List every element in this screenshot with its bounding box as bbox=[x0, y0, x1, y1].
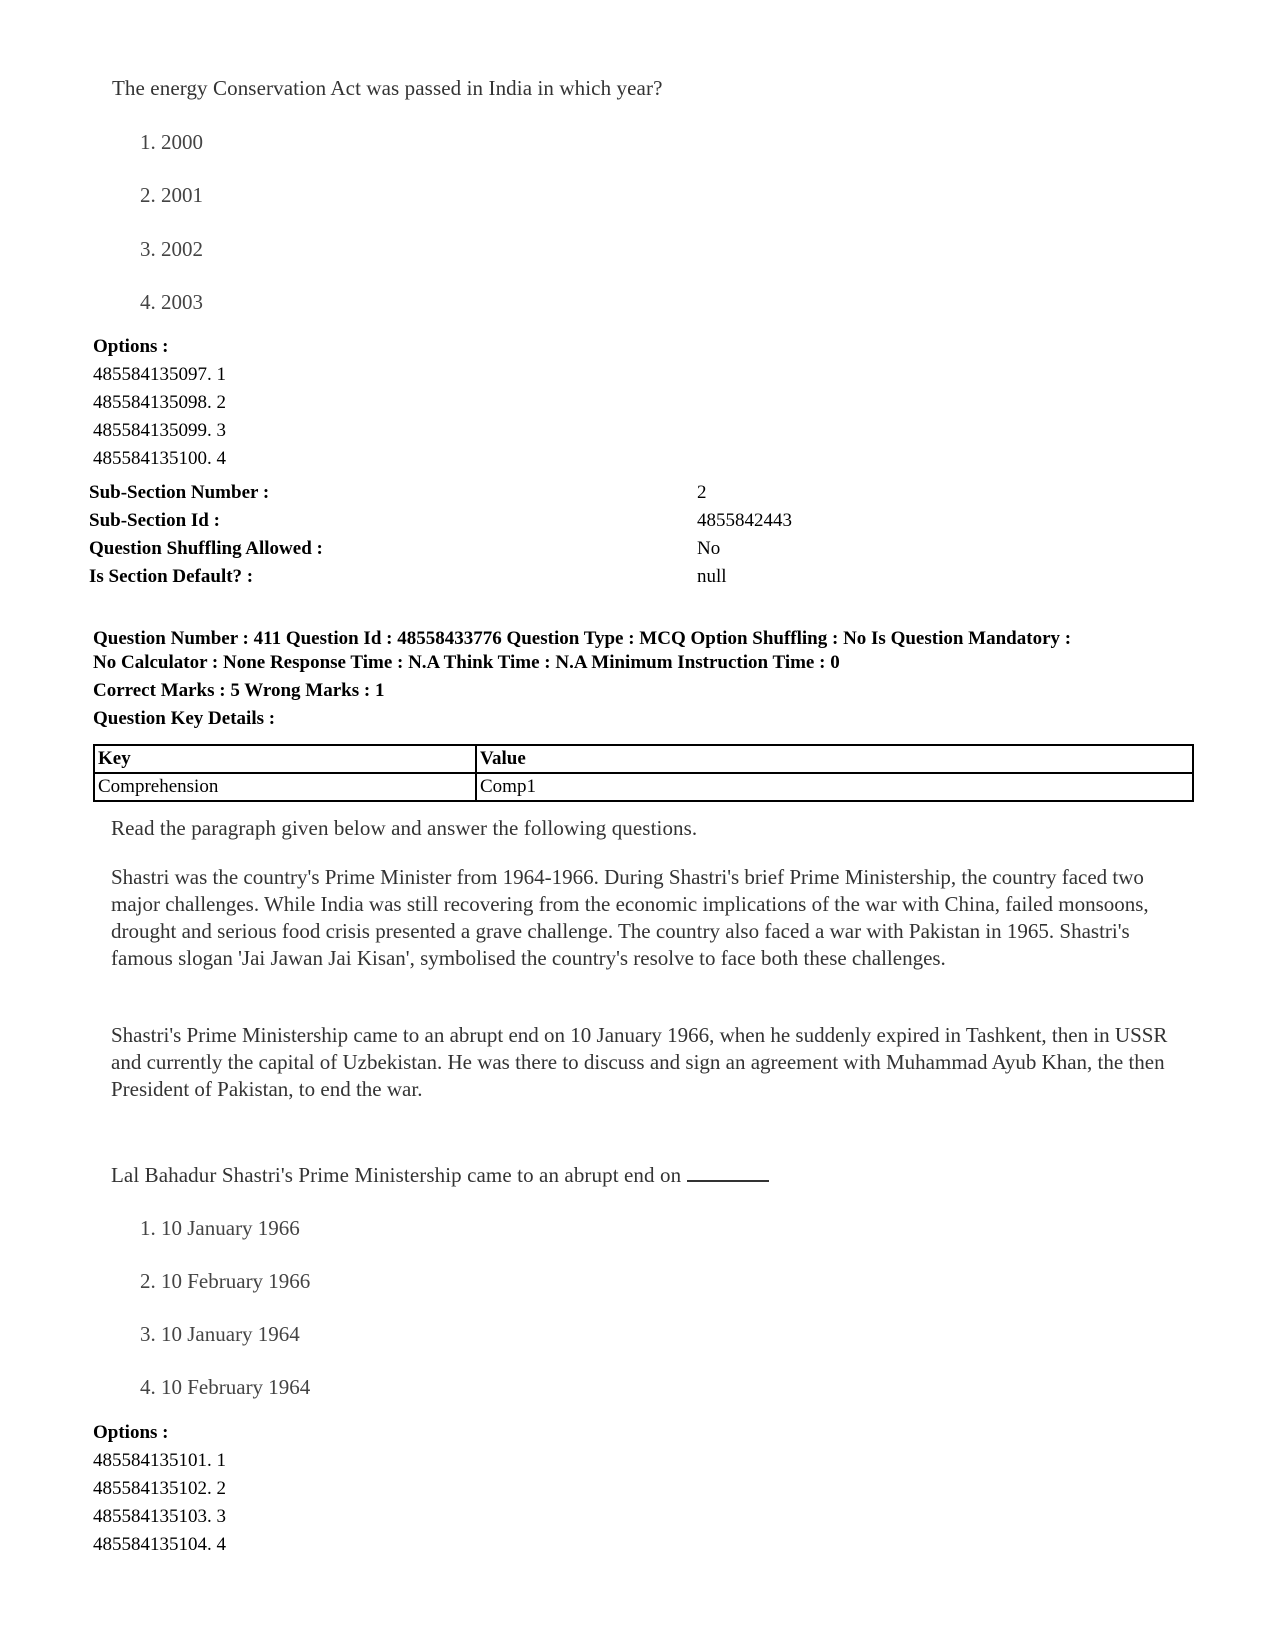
question-header-line2: No Calculator : None Response Time : N.A Think Time : N.A Minimum Instruction Time : 0 bbox=[93, 652, 840, 673]
answer-blank bbox=[687, 1162, 769, 1182]
subsection-number-label: Sub-Section Number : bbox=[89, 482, 270, 503]
choice-item: 4. 2003 bbox=[140, 290, 203, 314]
choice-item: 4. 10 February 1964 bbox=[140, 1375, 311, 1399]
table-header-row bbox=[94, 745, 1193, 773]
table-row bbox=[94, 773, 1193, 801]
subsection-id-label: Sub-Section Id : bbox=[89, 510, 220, 531]
marks-line: Correct Marks : 5 Wrong Marks : 1 bbox=[93, 680, 385, 701]
option-id: 485584135098. 2 bbox=[93, 392, 226, 413]
section-default-value: null bbox=[697, 566, 727, 587]
option-id: 485584135102. 2 bbox=[93, 1478, 226, 1499]
question-shuffling-label: Question Shuffling Allowed : bbox=[89, 538, 323, 559]
option-id: 485584135101. 1 bbox=[93, 1450, 226, 1471]
question-text: The energy Conservation Act was passed in India in which year? bbox=[112, 76, 663, 100]
choice-item: 2. 10 February 1966 bbox=[140, 1269, 311, 1293]
question-header-line1: Question Number : 411 Question Id : 48558433776 Question Type : MCQ Option Shuffling : No Is Question Mandatory : bbox=[93, 628, 1072, 649]
option-id: 485584135099. 3 bbox=[93, 420, 226, 441]
options-label: Options : bbox=[93, 1422, 169, 1443]
choice-item: 2. 2001 bbox=[140, 183, 203, 207]
choice-item: 3. 2002 bbox=[140, 237, 203, 261]
section-default-label: Is Section Default? : bbox=[89, 566, 254, 587]
subsection-number-value: 2 bbox=[697, 482, 707, 503]
option-id: 485584135100. 4 bbox=[93, 448, 226, 469]
comprehension-paragraph: Shastri's Prime Ministership came to an abrupt end on 10 January 1966, when he suddenly expired in Tashkent, then in USSR and currently the capital of Uzbekistan. He was there to discuss and sign an agreement with Muhammad Ayub Khan, the then President of Pakistan, to end the war. bbox=[111, 1023, 1168, 1101]
options-label: Options : bbox=[93, 336, 169, 357]
table-cell-key: Comprehension bbox=[94, 773, 476, 801]
subsection-id-value: 4855842443 bbox=[697, 510, 792, 531]
option-id: 485584135103. 3 bbox=[93, 1506, 226, 1527]
comprehension-intro: Read the paragraph given below and answer the following questions. bbox=[111, 816, 698, 840]
question-text-content: Lal Bahadur Shastri's Prime Ministership came to an abrupt end on bbox=[111, 1163, 682, 1187]
table-cell-value: Comp1 bbox=[476, 773, 1193, 801]
option-id: 485584135097. 1 bbox=[93, 364, 226, 385]
key-details-table bbox=[93, 744, 1194, 802]
choice-item: 1. 2000 bbox=[140, 130, 203, 154]
choice-item: 3. 10 January 1964 bbox=[140, 1322, 300, 1346]
key-details-label: Question Key Details : bbox=[93, 708, 276, 729]
option-id: 485584135104. 4 bbox=[93, 1534, 226, 1555]
question-shuffling-value: No bbox=[697, 538, 721, 559]
table-header-key: Key bbox=[94, 745, 476, 773]
comprehension-paragraph: Shastri was the country's Prime Minister from 1964-1966. During Shastri's brief Prime Ministership, the country faced two major challenges. While India was still recovering from the economic implications of the war with China, failed monsoons, drought and serious food crisis presented a grave challenge. The country also faced a war with Pakistan in 1965. Shastri's famous slogan 'Jai Jawan Jai Kisan', symbolised the country's resolve to face both these challenges. bbox=[111, 865, 1149, 970]
question-text bbox=[111, 1162, 769, 1188]
table-header-value: Value bbox=[476, 745, 1193, 773]
choice-item: 1. 10 January 1966 bbox=[140, 1216, 300, 1240]
